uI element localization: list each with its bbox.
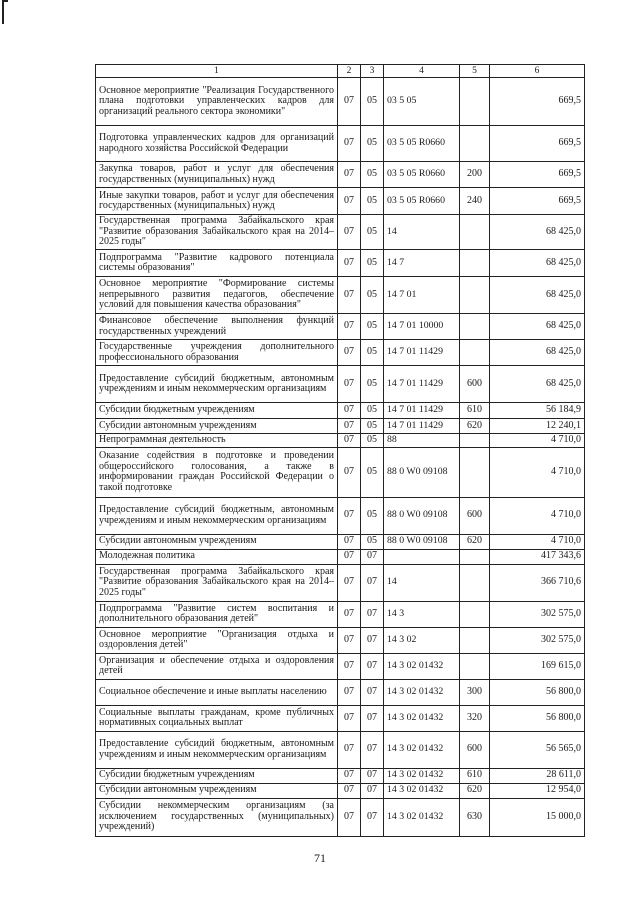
section-code-cell: 07: [338, 215, 361, 250]
expense-type-cell: 620: [460, 419, 490, 434]
table-row: [96, 549, 585, 564]
amount-cell: 12 240,1: [490, 419, 585, 434]
amount-cell: 68 425,0: [490, 366, 585, 403]
target-item-cell: 14 3: [384, 601, 460, 627]
amount-cell: 4 710,0: [490, 534, 585, 549]
section-code-cell: 07: [338, 679, 361, 705]
section-code-cell: 07: [338, 366, 361, 403]
table-row: [96, 627, 585, 653]
section-code-cell: 07: [338, 314, 361, 340]
subsection-code-cell: 05: [361, 434, 384, 448]
expense-type-cell: [460, 447, 490, 497]
target-item-cell: 14 7 01 10000: [384, 314, 460, 340]
table-row: [96, 679, 585, 705]
amount-cell: 68 425,0: [490, 215, 585, 250]
subsection-code-cell: 05: [361, 162, 384, 188]
amount-cell: 15 000,0: [490, 798, 585, 836]
target-item-cell: 14 3 02: [384, 627, 460, 653]
amount-cell: 169 615,0: [490, 653, 585, 679]
table-row: [96, 366, 585, 403]
target-item-cell: 14 7 01: [384, 277, 460, 314]
amount-cell: 669,5: [490, 162, 585, 188]
amount-cell: 417 343,6: [490, 549, 585, 564]
expense-type-cell: 300: [460, 679, 490, 705]
subsection-code-cell: 07: [361, 627, 384, 653]
table-row: [96, 783, 585, 798]
subsection-code-cell: 07: [361, 679, 384, 705]
table-row: [96, 653, 585, 679]
subsection-code-cell: 05: [361, 215, 384, 250]
amount-cell: 68 425,0: [490, 314, 585, 340]
target-item-cell: 88: [384, 434, 460, 448]
section-code-cell: 07: [338, 497, 361, 534]
header-col-3: 3: [361, 65, 384, 78]
subsection-code-cell: 07: [361, 783, 384, 798]
target-item-cell: 88 0 W0 09108: [384, 447, 460, 497]
expense-type-cell: 200: [460, 162, 490, 188]
expense-type-cell: [460, 78, 490, 126]
row-name-cell: Непрограммная деятельность: [96, 434, 338, 448]
expense-type-cell: [460, 653, 490, 679]
expense-type-cell: 600: [460, 366, 490, 403]
section-code-cell: 07: [338, 731, 361, 768]
table-row: [96, 447, 585, 497]
section-code-cell: 07: [338, 434, 361, 448]
subsection-code-cell: 05: [361, 534, 384, 549]
expense-type-cell: 240: [460, 188, 490, 215]
row-name-cell: Основное мероприятие "Реализация Государственного плана подготовки управленческих кадров для организаций реального сектора экономики": [96, 78, 338, 126]
subsection-code-cell: 05: [361, 277, 384, 314]
table-row: [96, 126, 585, 162]
header-col-4: 4: [384, 65, 460, 78]
amount-cell: 56 184,9: [490, 403, 585, 419]
expense-type-cell: [460, 314, 490, 340]
table-row: [96, 601, 585, 627]
expense-type-cell: [460, 564, 490, 601]
scan-corner-mark: [2, 0, 8, 24]
amount-cell: 4 710,0: [490, 447, 585, 497]
subsection-code-cell: 05: [361, 497, 384, 534]
table-header-row: [96, 65, 585, 78]
amount-cell: 68 425,0: [490, 250, 585, 277]
expense-type-cell: 320: [460, 705, 490, 731]
row-name-cell: Предоставление субсидий бюджетным, автономным учреждениям и иным некоммерческим организациям: [96, 497, 338, 534]
section-code-cell: 07: [338, 277, 361, 314]
subsection-code-cell: 07: [361, 601, 384, 627]
target-item-cell: 14 7: [384, 250, 460, 277]
subsection-code-cell: 05: [361, 403, 384, 419]
section-code-cell: 07: [338, 250, 361, 277]
row-name-cell: Закупка товаров, работ и услуг для обеспечения государственных (муниципальных) нужд: [96, 162, 338, 188]
row-name-cell: Основное мероприятие "Формирование системы непрерывного развития педагогов, обеспечение условий для повышения качества образования": [96, 277, 338, 314]
subsection-code-cell: 05: [361, 188, 384, 215]
target-item-cell: 14 7 01 11429: [384, 403, 460, 419]
subsection-code-cell: 07: [361, 564, 384, 601]
amount-cell: 68 425,0: [490, 340, 585, 366]
header-col-2: 2: [338, 65, 361, 78]
subsection-code-cell: 05: [361, 366, 384, 403]
amount-cell: 56 800,0: [490, 705, 585, 731]
table-row: [96, 250, 585, 277]
row-name-cell: Финансовое обеспечение выполнения функций государственных учреждений: [96, 314, 338, 340]
amount-cell: 4 710,0: [490, 497, 585, 534]
target-item-cell: 03 5 05 R0660: [384, 162, 460, 188]
section-code-cell: 07: [338, 783, 361, 798]
target-item-cell: 88 0 W0 09108: [384, 534, 460, 549]
table-row: [96, 314, 585, 340]
subsection-code-cell: 07: [361, 653, 384, 679]
expense-type-cell: [460, 250, 490, 277]
subsection-code-cell: 05: [361, 419, 384, 434]
subsection-code-cell: 07: [361, 705, 384, 731]
amount-cell: 669,5: [490, 126, 585, 162]
target-item-cell: 03 5 05: [384, 78, 460, 126]
expense-type-cell: [460, 549, 490, 564]
section-code-cell: 07: [338, 627, 361, 653]
row-name-cell: Оказание содействия в подготовке и проведении общероссийского голосования, а также в информировании граждан Российской Федерации о такой подготовке: [96, 447, 338, 497]
subsection-code-cell: 05: [361, 314, 384, 340]
table-row: [96, 534, 585, 549]
subsection-code-cell: 05: [361, 250, 384, 277]
target-item-cell: 03 5 05 R0660: [384, 126, 460, 162]
row-name-cell: Подпрограмма "Развитие систем воспитания и дополнительного образования детей": [96, 601, 338, 627]
expense-type-cell: 610: [460, 768, 490, 783]
table-row: [96, 215, 585, 250]
target-item-cell: 14 3 02 01432: [384, 679, 460, 705]
subsection-code-cell: 07: [361, 731, 384, 768]
table-row: [96, 768, 585, 783]
section-code-cell: 07: [338, 403, 361, 419]
row-name-cell: Государственная программа Забайкальского края "Развитие образования Забайкальского края на 2014–2025 годы": [96, 215, 338, 250]
section-code-cell: 07: [338, 162, 361, 188]
table-row: [96, 419, 585, 434]
expense-type-cell: 600: [460, 497, 490, 534]
row-name-cell: Предоставление субсидий бюджетным, автономным учреждениям и иным некоммерческим организациям: [96, 366, 338, 403]
amount-cell: 56 800,0: [490, 679, 585, 705]
subsection-code-cell: 07: [361, 549, 384, 564]
target-item-cell: 14 7 01 11429: [384, 366, 460, 403]
table-row: [96, 798, 585, 836]
section-code-cell: 07: [338, 564, 361, 601]
target-item-cell: 14 3 02 01432: [384, 653, 460, 679]
header-col-1: 1: [96, 65, 338, 78]
row-name-cell: Субсидии бюджетным учреждениям: [96, 403, 338, 419]
amount-cell: 12 954,0: [490, 783, 585, 798]
row-name-cell: Иные закупки товаров, работ и услуг для обеспечения государственных (муниципальных) нужд: [96, 188, 338, 215]
amount-cell: 4 710,0: [490, 434, 585, 448]
table-row: [96, 497, 585, 534]
amount-cell: 669,5: [490, 78, 585, 126]
section-code-cell: 07: [338, 653, 361, 679]
target-item-cell: 14 3 02 01432: [384, 768, 460, 783]
table-row: [96, 705, 585, 731]
target-item-cell: 88 0 W0 09108: [384, 497, 460, 534]
section-code-cell: 07: [338, 768, 361, 783]
target-item-cell: [384, 549, 460, 564]
row-name-cell: Субсидии автономным учреждениям: [96, 534, 338, 549]
section-code-cell: 07: [338, 534, 361, 549]
target-item-cell: 14 3 02 01432: [384, 783, 460, 798]
row-name-cell: Субсидии автономным учреждениям: [96, 783, 338, 798]
row-name-cell: Основное мероприятие "Организация отдыха и оздоровления детей": [96, 627, 338, 653]
table-row: [96, 188, 585, 215]
subsection-code-cell: 07: [361, 768, 384, 783]
target-item-cell: 03 5 05 R0660: [384, 188, 460, 215]
expense-type-cell: 620: [460, 783, 490, 798]
table-row: [96, 564, 585, 601]
subsection-code-cell: 05: [361, 447, 384, 497]
row-name-cell: Социальные выплаты гражданам, кроме публичных нормативных социальных выплат: [96, 705, 338, 731]
header-col-5: 5: [460, 65, 490, 78]
expense-type-cell: [460, 340, 490, 366]
row-name-cell: Организация и обеспечение отдыха и оздоровления детей: [96, 653, 338, 679]
expense-type-cell: [460, 627, 490, 653]
table-row: [96, 162, 585, 188]
row-name-cell: Подготовка управленческих кадров для организаций народного хозяйства Российской Федерации: [96, 126, 338, 162]
expense-type-cell: [460, 126, 490, 162]
amount-cell: 302 575,0: [490, 627, 585, 653]
row-name-cell: Субсидии бюджетным учреждениям: [96, 768, 338, 783]
row-name-cell: Субсидии некоммерческим организациям (за исключением государственных (муниципальных) учреждений): [96, 798, 338, 836]
expense-type-cell: 610: [460, 403, 490, 419]
section-code-cell: 07: [338, 549, 361, 564]
page-number: 71: [314, 851, 326, 865]
section-code-cell: 07: [338, 798, 361, 836]
expense-type-cell: [460, 215, 490, 250]
target-item-cell: 14 3 02 01432: [384, 705, 460, 731]
target-item-cell: 14 3 02 01432: [384, 731, 460, 768]
subsection-code-cell: 05: [361, 78, 384, 126]
expense-type-cell: 620: [460, 534, 490, 549]
table-row: [96, 403, 585, 419]
target-item-cell: 14: [384, 215, 460, 250]
amount-cell: 669,5: [490, 188, 585, 215]
table-row: [96, 277, 585, 314]
section-code-cell: 07: [338, 419, 361, 434]
section-code-cell: 07: [338, 705, 361, 731]
subsection-code-cell: 05: [361, 126, 384, 162]
amount-cell: 28 611,0: [490, 768, 585, 783]
header-col-6: 6: [490, 65, 585, 78]
expense-type-cell: [460, 601, 490, 627]
amount-cell: 302 575,0: [490, 601, 585, 627]
table-row: [96, 340, 585, 366]
row-name-cell: Субсидии автономным учреждениям: [96, 419, 338, 434]
amount-cell: 68 425,0: [490, 277, 585, 314]
table-body: [96, 78, 585, 837]
target-item-cell: 14: [384, 564, 460, 601]
section-code-cell: 07: [338, 447, 361, 497]
subsection-code-cell: 07: [361, 798, 384, 836]
section-code-cell: 07: [338, 340, 361, 366]
target-item-cell: 14 3 02 01432: [384, 798, 460, 836]
row-name-cell: Молодежная политика: [96, 549, 338, 564]
row-name-cell: Государственная программа Забайкальского края "Развитие образования Забайкальского края на 2014–2025 годы": [96, 564, 338, 601]
section-code-cell: 07: [338, 188, 361, 215]
table-row: [96, 78, 585, 126]
section-code-cell: 07: [338, 126, 361, 162]
expense-type-cell: [460, 277, 490, 314]
table-row: [96, 434, 585, 448]
budget-table: [95, 64, 585, 837]
amount-cell: 366 710,6: [490, 564, 585, 601]
expense-type-cell: 600: [460, 731, 490, 768]
row-name-cell: Государственные учреждения дополнительного профессионального образования: [96, 340, 338, 366]
subsection-code-cell: 05: [361, 340, 384, 366]
section-code-cell: 07: [338, 601, 361, 627]
row-name-cell: Подпрограмма "Развитие кадрового потенциала системы образования": [96, 250, 338, 277]
amount-cell: 56 565,0: [490, 731, 585, 768]
row-name-cell: Предоставление субсидий бюджетным, автономным учреждениям и иным некоммерческим организациям: [96, 731, 338, 768]
target-item-cell: 14 7 01 11429: [384, 340, 460, 366]
expense-type-cell: [460, 434, 490, 448]
table-row: [96, 731, 585, 768]
row-name-cell: Социальное обеспечение и иные выплаты населению: [96, 679, 338, 705]
section-code-cell: 07: [338, 78, 361, 126]
target-item-cell: 14 7 01 11429: [384, 419, 460, 434]
expense-type-cell: 630: [460, 798, 490, 836]
